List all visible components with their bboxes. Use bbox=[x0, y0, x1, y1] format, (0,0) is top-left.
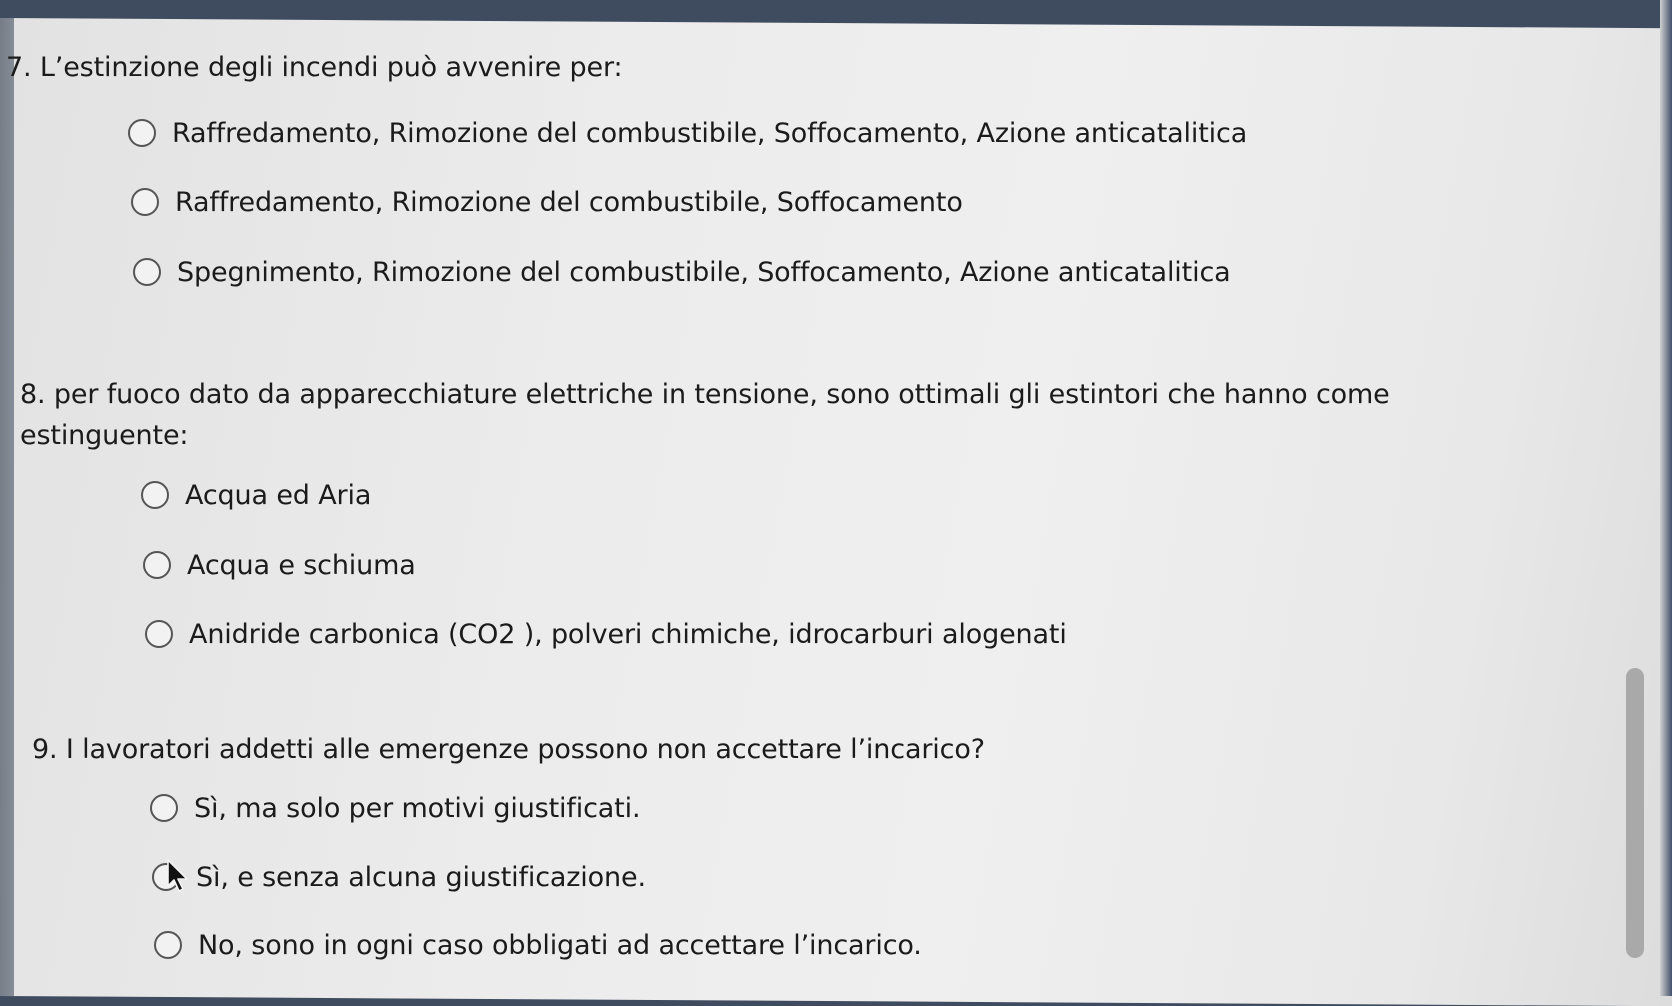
radio-button-icon[interactable] bbox=[145, 620, 173, 648]
mouse-pointer-icon bbox=[166, 858, 192, 894]
radio-button-icon[interactable] bbox=[133, 258, 161, 286]
option-label: Sì, ma solo per motivi giustificati. bbox=[194, 792, 641, 824]
option-label: Spegnimento, Rimozione del combustibile, Soffocamento, Azione anticatalitica bbox=[177, 256, 1231, 288]
radio-button-icon[interactable] bbox=[131, 188, 159, 216]
question-8-option-3[interactable] bbox=[145, 614, 1067, 654]
question-8-text-line-1: 8. per fuoco dato da apparecchiature elettriche in tensione, sono ottimali gli estintori che hanno come bbox=[20, 379, 1390, 410]
radio-button-icon[interactable] bbox=[141, 481, 169, 509]
vertical-scrollbar-thumb[interactable] bbox=[1626, 668, 1644, 958]
radio-button-icon[interactable] bbox=[154, 931, 182, 959]
window-frame-left bbox=[0, 18, 14, 996]
radio-button-icon[interactable] bbox=[128, 119, 156, 147]
question-9-option-3[interactable] bbox=[154, 925, 922, 965]
question-7-text: 7. L’estinzione degli incendi può avvenire per: bbox=[6, 52, 623, 83]
option-label: Raffredamento, Rimozione del combustibile, Soffocamento bbox=[175, 186, 963, 218]
question-8-text bbox=[20, 374, 1390, 456]
option-label: Acqua ed Aria bbox=[185, 479, 372, 511]
question-8-text-line-2: estinguente: bbox=[20, 420, 189, 451]
question-8-option-2[interactable] bbox=[143, 545, 416, 585]
radio-button-icon[interactable] bbox=[150, 794, 178, 822]
option-label: Sì, e senza alcuna giustificazione. bbox=[196, 861, 646, 893]
question-9-text: 9. I lavoratori addetti alle emergenze possono non accettare l’incarico? bbox=[32, 734, 985, 765]
question-9-option-1[interactable] bbox=[150, 788, 640, 828]
question-7-option-2[interactable] bbox=[131, 182, 963, 222]
window-frame-right bbox=[1660, 0, 1672, 996]
question-7-option-1[interactable] bbox=[128, 113, 1247, 153]
question-9-option-2[interactable] bbox=[152, 857, 646, 897]
option-label: Anidride carbonica (CO2 ), polveri chimiche, idrocarburi alogenati bbox=[189, 618, 1067, 650]
radio-button-icon[interactable] bbox=[143, 551, 171, 579]
option-label: Raffredamento, Rimozione del combustibile, Soffocamento, Azione anticatalitica bbox=[172, 117, 1248, 149]
question-8-option-1[interactable] bbox=[141, 475, 371, 515]
option-label: Acqua e schiuma bbox=[187, 549, 416, 581]
question-7-option-3[interactable] bbox=[133, 252, 1231, 292]
option-label: No, sono in ogni caso obbligati ad accettare l’incarico. bbox=[198, 929, 922, 961]
